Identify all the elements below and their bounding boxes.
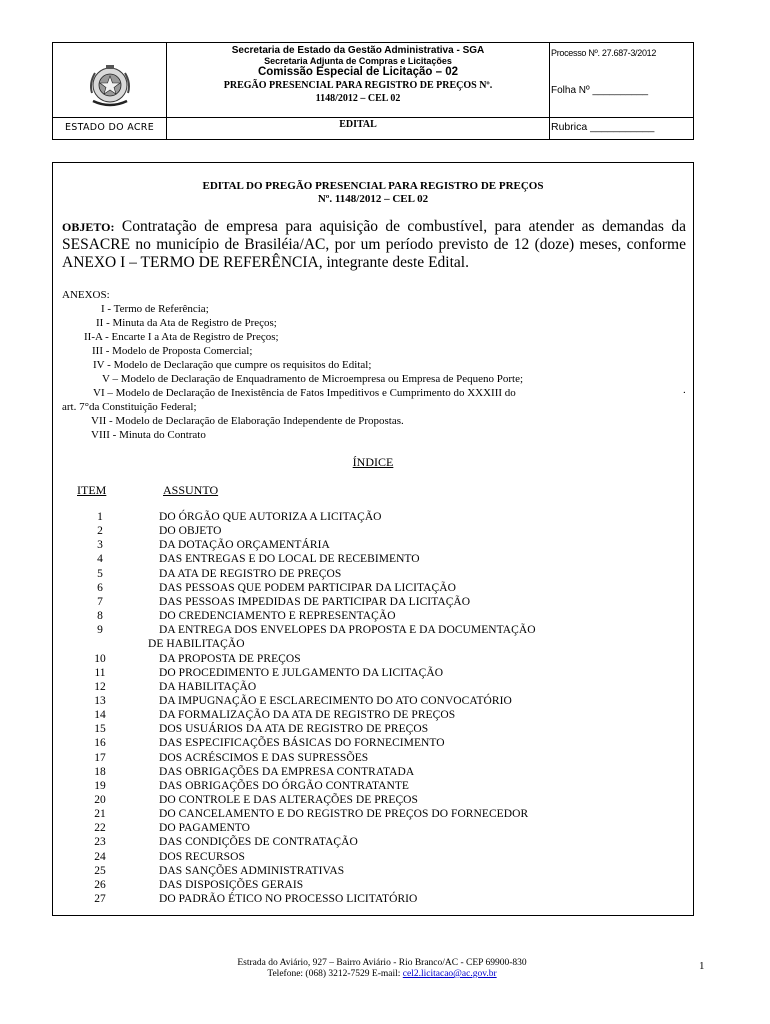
index-item-subject: DO CREDENCIAMENTO E REPRESENTAÇÃO: [159, 610, 396, 623]
index-item-subject: DA DOTAÇÃO ORÇAMENTÁRIA: [159, 539, 330, 552]
index-item-subject: DO PROCEDIMENTO E JULGAMENTO DA LICITAÇÃO: [159, 666, 444, 679]
state-coat-of-arms-icon: [87, 63, 133, 111]
index-item-subject: DO OBJETO: [159, 525, 222, 538]
assunto-column-header: ASSUNTO: [163, 483, 219, 497]
header-secretaria: Secretaria de Estado da Gestão Administrativa - SGA: [231, 45, 485, 56]
folha-field: Folha Nº __________: [551, 85, 649, 96]
index-item-subject: DAS OBRIGAÇÕES DA EMPRESA CONTRATADA: [159, 765, 415, 778]
index-item-number: 21: [94, 808, 106, 821]
index-item-subject: DE HABILITAÇÃO: [148, 638, 245, 651]
index-item-number: 2: [97, 525, 103, 538]
item-column-header: ITEM: [77, 483, 107, 497]
processo-number: Processo Nº. 27.687-3/2012: [551, 48, 657, 58]
state-label: ESTADO DO ACRE: [65, 122, 154, 133]
footer-address: Estrada do Aviário, 927 – Bairro Aviário - Rio Branco/AC - CEP 69900-830: [237, 958, 527, 968]
index-item-subject: DAS CONDIÇÕES DE CONTRATAÇÃO: [159, 836, 358, 849]
index-item-number: 24: [94, 850, 106, 863]
anexo-item: VIII - Minuta do Contrato: [91, 429, 206, 441]
index-item-subject: DOS USUÁRIOS DA ATA DE REGISTRO DE PREÇOS: [159, 723, 429, 736]
header-divider: [166, 117, 694, 118]
footer-contact: [52, 969, 712, 980]
index-item-subject: DOS ACRÉSCIMOS E DAS SUPRESSÕES: [159, 751, 369, 764]
index-item-number: 25: [94, 864, 106, 877]
anexo-item: art. 7°da Constituição Federal;: [62, 401, 197, 413]
index-item-subject: DAS PESSOAS QUE PODEM PARTICIPAR DA LICITAÇÃO: [159, 581, 456, 594]
index-item-number: 22: [94, 822, 106, 835]
indice-title: ÍNDICE: [352, 455, 394, 469]
anexo-item: V – Modelo de Declaração de Enquadramento de Microempresa ou Empresa de Pequeno Porte;: [102, 373, 524, 385]
index-item-subject: DO ÓRGÃO QUE AUTORIZA A LICITAÇÃO: [159, 511, 382, 523]
index-item-number: 14: [94, 709, 106, 722]
index-item-number: 7: [97, 595, 103, 608]
document-header: [52, 42, 694, 140]
trailing-dot: .: [683, 384, 686, 396]
index-item-number: 19: [94, 779, 106, 792]
anexo-item: I - Termo de Referência;: [101, 303, 209, 315]
anexo-item: VI – Modelo de Declaração de Inexistência de Fatos Impeditivos e Cumprimento do XXXIII do: [93, 387, 516, 399]
anexo-item: III - Modelo de Proposta Comercial;: [92, 345, 253, 357]
footer-email-link[interactable]: cel2.licitacao@ac.gov.br: [402, 969, 497, 979]
objeto-label: OBJETO:: [62, 220, 115, 234]
anexo-item: VII - Modelo de Declaração de Elaboração Independente de Propostas.: [91, 415, 404, 427]
index-item-subject: DA HABILITAÇÃO: [159, 680, 257, 693]
index-item-subject: DAS ENTREGAS E DO LOCAL DE RECEBIMENTO: [159, 553, 420, 566]
index-item-number: 15: [94, 723, 106, 736]
rubrica-field: Rubrica ___________: [551, 121, 655, 133]
header-edital-label: EDITAL: [339, 119, 377, 130]
index-item-number: 18: [94, 765, 106, 778]
anexo-item: II-A - Encarte I a Ata de Registro de Preços;: [84, 331, 279, 343]
anexo-item: IV - Modelo de Declaração que cumpre os requisitos do Edital;: [93, 359, 372, 371]
anexo-item: II - Minuta da Ata de Registro de Preços;: [96, 317, 277, 329]
index-item-subject: DO PAGAMENTO: [159, 822, 251, 835]
index-item-subject: DAS OBRIGAÇÕES DO ÓRGÃO CONTRATANTE: [159, 779, 410, 792]
index-item-number: 12: [94, 680, 106, 693]
index-item-number: 16: [94, 737, 106, 750]
footer-phone: Telefone: (068) 3212-7529 E-mail:: [267, 969, 403, 979]
index-item-subject: DA FORMALIZAÇÃO DA ATA DE REGISTRO DE PREÇOS: [159, 709, 456, 722]
index-item-number: 9: [97, 624, 103, 637]
index-item-subject: DAS PESSOAS IMPEDIDAS DE PARTICIPAR DA LICITAÇÃO: [159, 595, 471, 608]
index-item-subject: DO PADRÃO ÉTICO NO PROCESSO LICITATÓRIO: [159, 893, 418, 906]
index-item-number: 27: [94, 893, 106, 906]
index-item-subject: DA IMPUGNAÇÃO E ESCLARECIMENTO DO ATO CONVOCATÓRIO: [159, 694, 512, 707]
index-item-number: 17: [94, 751, 106, 764]
page-number: 1: [699, 960, 705, 972]
header-agency-block: [167, 45, 549, 105]
header-pregao: PREGÃO PRESENCIAL PARA REGISTRO DE PREÇOS Nº.: [223, 80, 493, 91]
objeto-text: Contratação de empresa para aquisição de combustível, para atender as demandas da SESACRE no município de Brasiléia/AC, por um período previsto de 12 (doze) meses, conforme ANEXO I – TERMO DE REFERÊNCIA, integrante deste Edital.: [62, 218, 686, 271]
index-item-number: 1: [97, 511, 103, 523]
index-item-subject: DA PROPOSTA DE PREÇOS: [159, 652, 301, 665]
index-item-number: 23: [94, 836, 106, 849]
index-item-subject: DAS SANÇÕES ADMINISTRATIVAS: [159, 864, 345, 877]
index-item-subject: DAS ESPECIFICAÇÕES BÁSICAS DO FORNECIMENTO: [159, 737, 445, 750]
header-secretaria-adjunta: Secretaria Adjunta de Compras e Licitações: [264, 56, 452, 66]
index-item-number: 20: [94, 794, 106, 806]
index-item-number: 13: [94, 694, 106, 707]
index-item-number: 8: [97, 610, 103, 623]
anexos-title: ANEXOS:: [62, 289, 110, 301]
document-title-number: Nº. 1148/2012 – CEL 02: [317, 193, 429, 205]
index-item-number: 5: [97, 567, 103, 580]
header-pregao-number: 1148/2012 – CEL 02: [315, 93, 401, 104]
index-item-number: 6: [97, 581, 103, 594]
index-item-subject: DO CANCELAMENTO E DO REGISTRO DE PREÇOS DO FORNECEDOR: [159, 808, 529, 821]
index-item-number: 11: [94, 666, 106, 679]
index-item-subject: DO CONTROLE E DAS ALTERAÇÕES DE PREÇOS: [159, 794, 418, 806]
index-item-subject: DOS RECURSOS: [159, 850, 245, 863]
index-item-number: 3: [97, 539, 103, 552]
index-item-subject: DA ENTREGA DOS ENVELOPES DA PROPOSTA E DA DOCUMENTAÇÃO: [159, 624, 536, 637]
header-comissao: Comissão Especial de Licitação – 02: [257, 66, 459, 78]
objeto-paragraph: [62, 218, 686, 272]
index-item-number: 10: [94, 652, 106, 665]
index-item-subject: DAS DISPOSIÇÕES GERAIS: [159, 878, 304, 891]
header-divider: [549, 43, 550, 139]
index-item-number: 4: [97, 553, 103, 566]
document-title: EDITAL DO PREGÃO PRESENCIAL PARA REGISTRO DE PREÇOS: [202, 180, 544, 192]
index-item-number: 26: [94, 878, 106, 891]
index-item-subject: DA ATA DE REGISTRO DE PREÇOS: [159, 567, 342, 580]
